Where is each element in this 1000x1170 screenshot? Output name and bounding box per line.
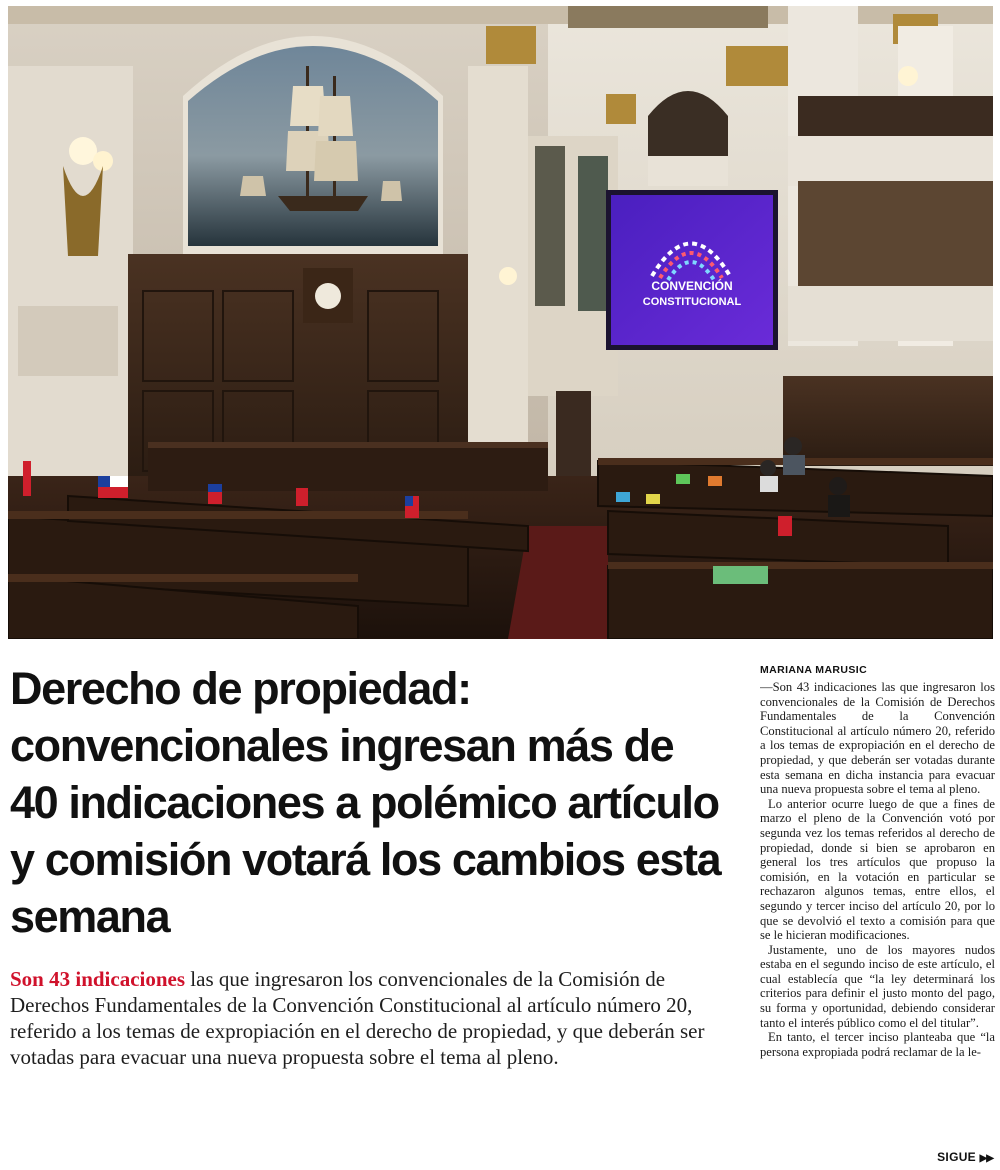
continue-marker bbox=[937, 1150, 993, 1164]
continue-arrows-icon: ▶▶ bbox=[979, 1153, 993, 1164]
body-paragraph: Lo anterior ocurre luego de que a fines de marzo el pleno de la Convención votó por segunda vez los temas referidos al derecho de propiedad, donde si bien se aprobaron en general los tres artículos que propuso la comisión, en la votación en particular se rechazaron algunos temas, entre ellos, el segundo y tercer inciso del artículo 20, por lo que se devolvió el texto a comisión para que se le hicieran modificaciones. bbox=[760, 796, 995, 943]
lead-text: las que ingresaron los convencionales de la Comisión de Derechos Fundamentales de la Convención Constitucional al artículo número 20, referido a los temas de expropiación en el derecho de propiedad, y que deberán ser votadas para evacuar una nueva propuesta sobre el tema al pleno. bbox=[10, 967, 705, 1069]
lead-paragraph bbox=[10, 966, 710, 1070]
headline: Derecho de propiedad: convencionales ingresan más de 40 indicaciones a polémico artículo y comisión votará los cambios esta semana bbox=[10, 663, 721, 942]
chamber-illustration bbox=[8, 6, 993, 639]
body-paragraph: —Son 43 indicaciones las que ingresaron los convencionales de la Comisión de Derechos Fundamentales de la Convención Constitucional al artículo número 20, referido a los temas de expropiación en el derecho de propiedad, y que deberán ser votadas durante esta semana en dicha instancia para evacuar una nueva propuesta sobre el tema al pleno. bbox=[760, 680, 995, 797]
screen-line-2: CONSTITUCIONAL bbox=[642, 296, 742, 308]
body-paragraph: Justamente, uno de los mayores nudos estaba en el segundo inciso de este artículo, el cual establecía que “la ley determinará los criterios para definir el justo monto del pago, su forma y oportunidad, debiendo considerar tanto el interés público como el del titular”. bbox=[760, 942, 995, 1030]
article-photo bbox=[8, 6, 993, 639]
screen-line-1: CONVENCIÓN bbox=[651, 279, 733, 293]
byline: MARIANA MARUSIC bbox=[760, 664, 868, 676]
article-body-column bbox=[760, 680, 995, 1135]
lead-highlight: Son 43 indicaciones bbox=[10, 967, 186, 991]
sigue-label: SIGUE bbox=[937, 1150, 976, 1164]
body-paragraph: En tanto, el tercer inciso planteaba que “la persona expropiada podrá reclamar de la le- bbox=[760, 1030, 995, 1059]
